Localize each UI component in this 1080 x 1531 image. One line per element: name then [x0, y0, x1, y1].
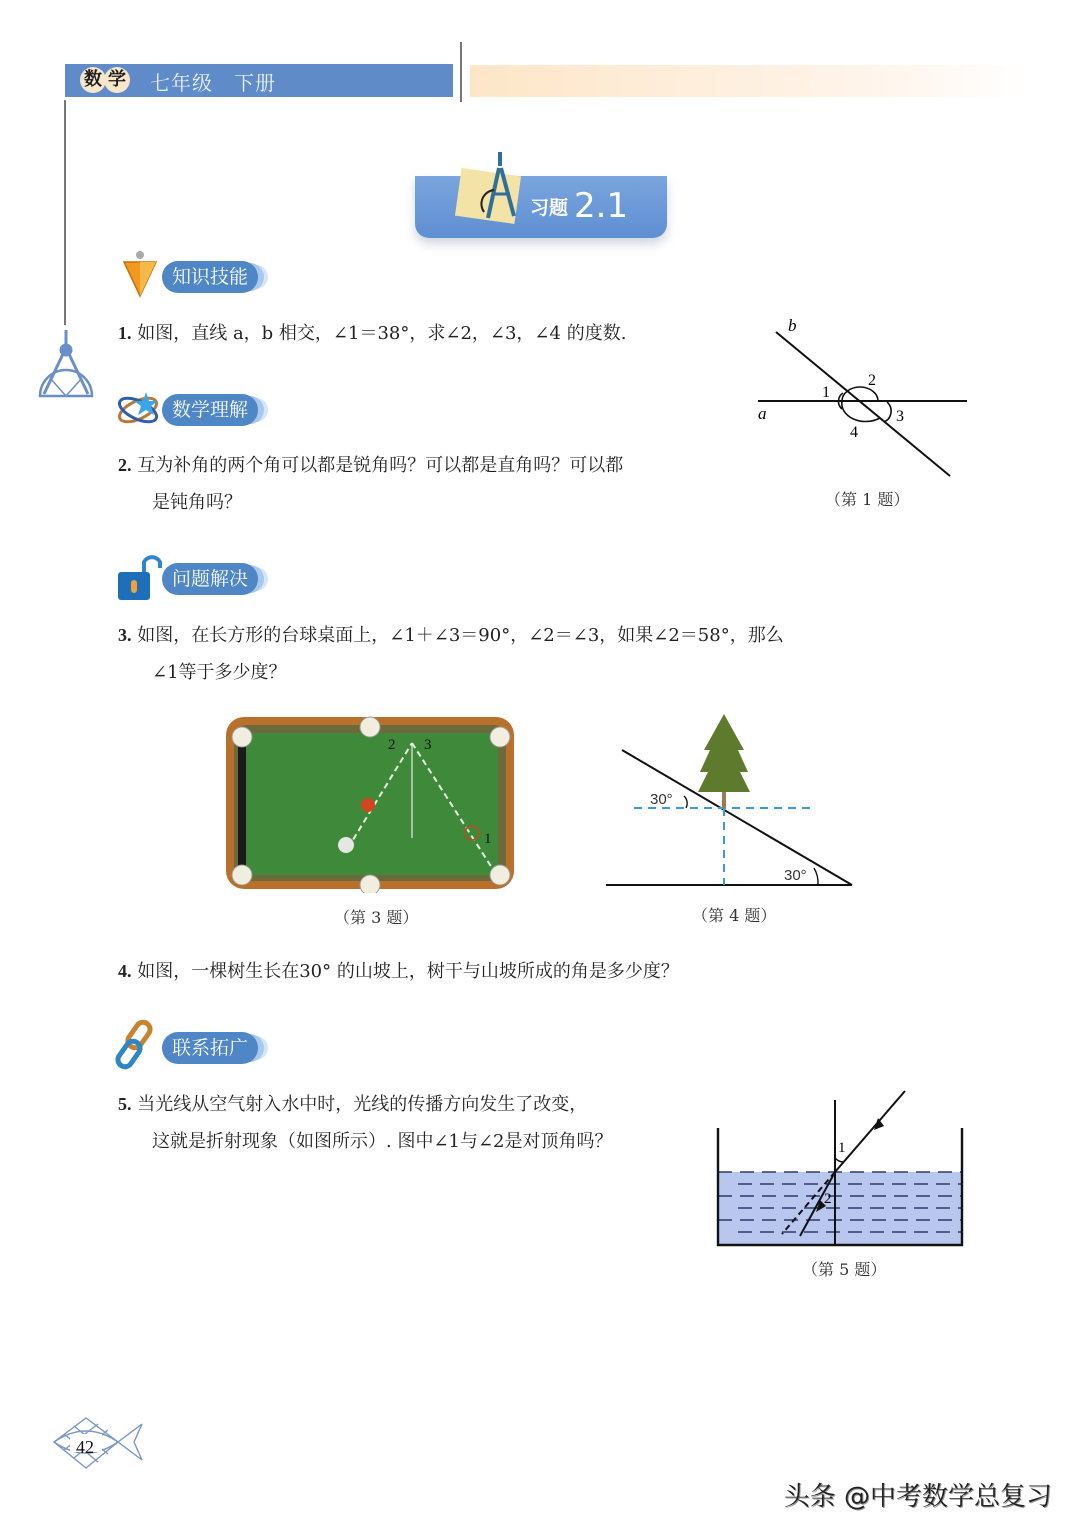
svg-text:2: 2 [868, 372, 876, 389]
question-number: 2. [118, 455, 132, 475]
question-text: 互为补角的两个角可以都是锐角吗？可以都是直角吗？可以都 [137, 455, 624, 476]
section-tag-math-understanding: 数学理解 [162, 394, 258, 426]
fish-page-ornament-icon [52, 1416, 148, 1478]
atom-star-icon [116, 388, 164, 428]
svg-text:4: 4 [850, 424, 858, 441]
question-text: 当光线从空气射入水中时，光线的传播方向发生了改变， [137, 1094, 588, 1115]
watermark: 头条 @中考数学总复习 [783, 1482, 1052, 1512]
label-b: b [788, 316, 797, 335]
question-text: 如图，一棵树生长在30° 的山坡上，树干与山坡所成的角是多少度？ [137, 961, 679, 982]
svg-text:1: 1 [822, 384, 830, 401]
svg-text:3: 3 [424, 737, 432, 753]
exercise-number: 2.1 [574, 186, 629, 226]
compass-protractor-icon [36, 328, 96, 400]
exercise-title [530, 186, 628, 226]
chain-link-icon [114, 1018, 162, 1070]
drawing-compass-icon [470, 150, 530, 225]
question-3 [118, 617, 978, 691]
question-text-cont: 是钝角吗？ [152, 492, 242, 513]
svg-text:30°: 30° [784, 867, 807, 884]
question-number: 5. [118, 1094, 132, 1114]
question-text-cont: 这就是折射现象（如图所示）. 图中∠1与∠2是对顶角吗？ [152, 1131, 613, 1152]
figure-5-refraction [712, 1088, 968, 1250]
question-text-cont: ∠1等于多少度？ [152, 662, 287, 683]
svg-text:2: 2 [388, 737, 396, 753]
question-number: 4. [118, 961, 132, 981]
pendulum-icon [120, 250, 160, 300]
question-number: 3. [118, 625, 132, 645]
section-tag-problem-solving: 问题解决 [162, 563, 258, 595]
subject-badge [80, 67, 128, 93]
figure-1-caption: （第 1 题） [825, 490, 910, 509]
exercise-label: 习题 [530, 197, 569, 219]
page-number: 42 [76, 1437, 94, 1457]
grade-volume: 七年级 下册 [150, 71, 276, 95]
question-number: 1. [118, 323, 132, 343]
label-a: a [758, 404, 767, 423]
question-5 [118, 1086, 718, 1160]
figure-3-billiard-table [224, 713, 516, 893]
unlocked-padlock-icon [114, 550, 162, 602]
figure-4-caption: （第 4 题） [692, 906, 777, 925]
svg-text:2: 2 [824, 1191, 832, 1207]
subject-badge-char: 学 [104, 67, 130, 93]
question-2 [118, 447, 758, 521]
figure-1-intersecting-lines [750, 315, 980, 485]
section-tag-knowledge-skills: 知识技能 [162, 261, 258, 293]
section-tag-extension: 联系拓广 [162, 1032, 258, 1064]
question-text: 如图，直线 a，b 相交，∠1＝38°，求∠2，∠3，∠4 的度数. [137, 323, 627, 344]
svg-text:1: 1 [484, 831, 492, 847]
question-4 [118, 953, 818, 990]
figure-5-caption: （第 5 题） [802, 1260, 887, 1279]
figure-3-caption: （第 3 题） [334, 908, 419, 927]
svg-text:30°: 30° [650, 791, 673, 808]
svg-text:1: 1 [838, 1140, 846, 1156]
subject-badge-char: 数 [80, 67, 106, 93]
question-1 [118, 315, 626, 352]
svg-text:3: 3 [896, 408, 904, 425]
margin-rule [64, 100, 66, 325]
question-text: 如图，在长方形的台球桌面上，∠1＋∠3＝90°，∠2＝∠3，如果∠2＝58°，那么 [137, 625, 784, 646]
header-divider [460, 42, 462, 102]
header-gradient-band [470, 65, 1030, 97]
figure-4-tree-on-slope [600, 710, 860, 890]
